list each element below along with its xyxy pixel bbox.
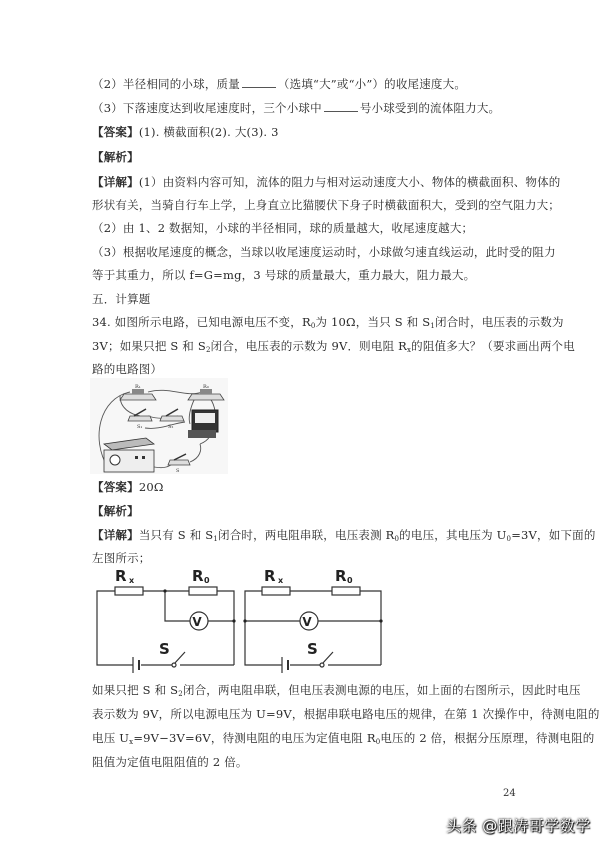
question-34-line-2: 3V；如果只把 S 和 $S_2$闭合，电压表的示数为 9V．则电阻 $R_x$的阻值多大？（要求画出两个电 — [92, 339, 575, 354]
detail2-line-5: 电压 $U_x=9V-3V=6V$，待测电阻的电压为定值电阻 $R_0$电压的 2 倍，根据分压原理，待测电阻的 — [92, 731, 595, 746]
question-3-line: （3）下落速度达到收尾速度时，三个小球中 号小球受到的流体阻力大。 — [92, 101, 501, 115]
rx-sub-label: x — [278, 576, 284, 585]
question-34-line-1: 34. 如图所示电路，已知电源电压不变，$R_0$为 10Ω，当只 S 和 $S_1$闭合时，电压表的示数为 — [92, 315, 564, 330]
voltmeter-label: V — [302, 615, 312, 629]
voltmeter-device — [188, 410, 218, 438]
rx-sub-label: x — [129, 576, 135, 585]
detail2-line-1: 【详解】当只有 S 和 $S_1$闭合时，两电阻串联，电压表测 $R_0$的电压，其电压为 $U_0=3V$，如下面的 — [92, 528, 596, 543]
detail2-line-3: 如果只把 S 和 $S_2$闭合，两电阻串联，但电压表测电源的电压，如上面的右图所示，因此时电压 — [92, 683, 581, 698]
fill-blank — [242, 77, 276, 88]
page-number: 24 — [503, 788, 516, 799]
detail-line-1: 【详解】(1）由资料内容可知，流体的阻力与相对运动速度大小、物体的横截面积、物体的 — [92, 175, 561, 189]
analysis-heading: 【解析】 — [92, 150, 139, 164]
detail-line-3: （2）由 1、2 数据知，小球的半径相同，球的质量越大，收尾速度越大； — [92, 221, 474, 235]
section-title: 五．计算题 — [92, 292, 151, 306]
label-r1: R₁ — [135, 384, 141, 390]
r0-label: R — [335, 567, 347, 585]
answer-line-2: 【答案】20Ω — [92, 480, 164, 494]
watermark: 头条 @跟涛哥学数学 — [446, 817, 591, 835]
question-34-line-3: 路的电路图） — [92, 362, 163, 376]
rx-label: R — [264, 567, 276, 585]
detail2-line-6: 阻值为定值电阻阻值的 2 倍。 — [92, 755, 248, 769]
answer-line: 【答案】(1). 横截面积(2). 大(3). 3 — [92, 125, 279, 139]
label-r0: R₀ — [203, 384, 209, 390]
label-s: S — [176, 468, 180, 474]
r0-sub-label: 0 — [204, 576, 210, 585]
rx-label: R — [115, 567, 127, 585]
circuit-diagram-right — [240, 567, 386, 675]
circuit-diagram-left — [93, 567, 239, 675]
detail-line-5: 等于其重力，所以 f=G=mg，3 号球的质量最大，重力最大，阻力最大。 — [92, 268, 476, 282]
detail2-line-2: 左图所示； — [92, 551, 151, 565]
voltmeter-label: V — [192, 615, 202, 629]
detail-line-4: （3）根据收尾速度的概念，当球以收尾速度运动时，小球做匀速直线运动，此时受的阻力 — [92, 245, 556, 259]
r0-sub-label: 0 — [347, 576, 353, 585]
analysis-heading-2: 【解析】 — [92, 504, 139, 518]
circuit-photo — [90, 378, 228, 474]
label-s2: S₂ — [168, 424, 174, 430]
switch-label: S — [159, 640, 170, 658]
r0-label: R — [192, 567, 204, 585]
label-s1: S₁ — [137, 424, 143, 430]
detail2-line-4: 表示数为 9V，所以电源电压为 U=9V，根据串联电路电压的规律，在第 1 次操作中，待测电阻的 — [92, 707, 600, 721]
fill-blank — [324, 101, 358, 112]
switch-label: S — [307, 640, 318, 658]
detail-line-2: 形状有关，当骑自行车上学，上身直立比猫腰伏下身子时横截面积大，受到的空气阻力大； — [92, 198, 560, 212]
question-2-line: （2）半径相同的小球，质量 （选填“大”或“小”）的收尾速度大。 — [92, 77, 467, 91]
power-supply — [104, 438, 154, 472]
